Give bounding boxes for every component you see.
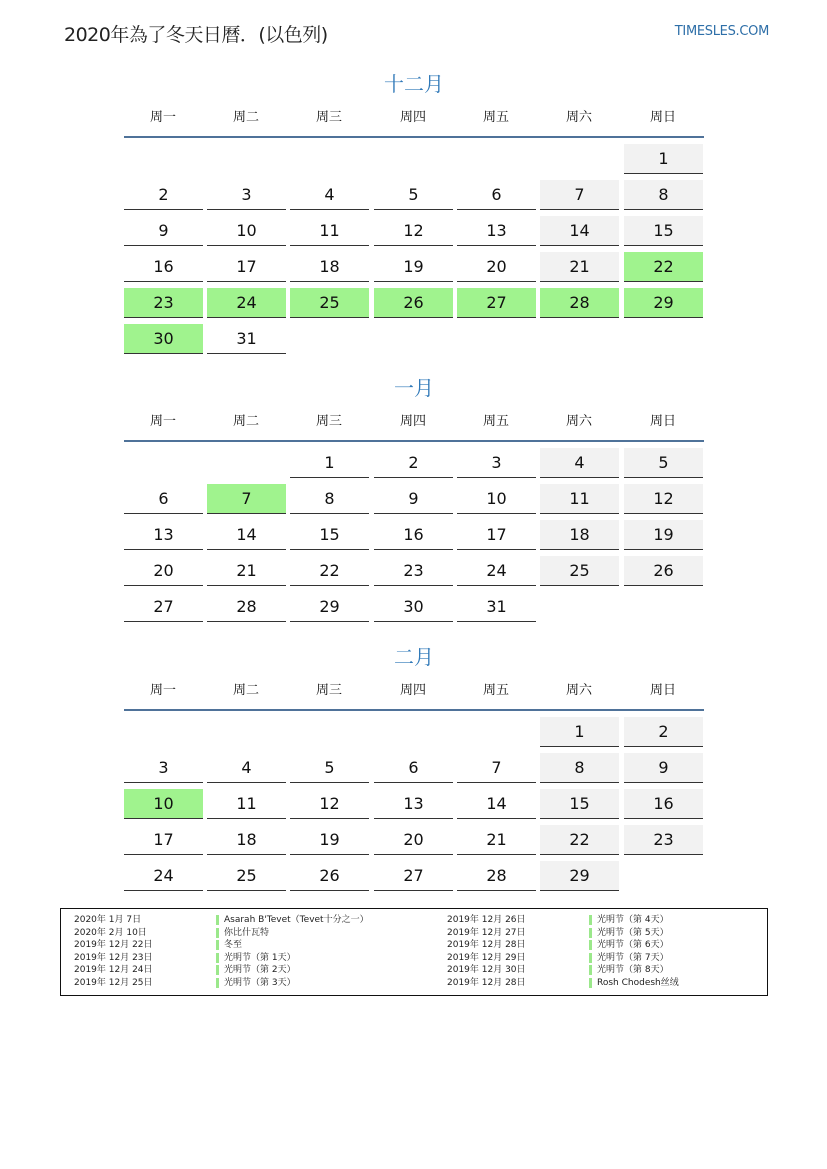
legend-color-marker <box>216 965 219 975</box>
day-cell[interactable]: 9 <box>124 216 203 246</box>
legend-color-marker <box>589 915 592 925</box>
legend-item <box>74 927 414 939</box>
day-cell[interactable]: 18 <box>290 252 369 282</box>
weekday-label: 周六 <box>565 414 592 429</box>
weekday-label: 周日 <box>649 110 676 125</box>
day-cell[interactable]: 27 <box>124 592 203 622</box>
day-cell[interactable]: 25 <box>207 861 286 891</box>
day-cell[interactable]: 8 <box>624 180 703 210</box>
day-cell[interactable]: 22 <box>540 825 619 855</box>
page-header <box>0 0 827 60</box>
day-cell[interactable]: 7 <box>540 180 619 210</box>
day-cell[interactable]: 28 <box>207 592 286 622</box>
day-cell[interactable]: 29 <box>290 592 369 622</box>
day-cell[interactable]: 13 <box>457 216 536 246</box>
legend-holiday-name: 冬至 <box>224 940 243 950</box>
legend-date: 2019年 12月 24日 <box>74 965 153 975</box>
legend-item <box>447 977 787 989</box>
day-cell[interactable]: 21 <box>207 556 286 586</box>
day-cell[interactable]: 9 <box>624 753 703 783</box>
legend-item <box>447 927 787 939</box>
day-cell[interactable]: 15 <box>540 789 619 819</box>
legend-holiday-name: Rosh Chodesh丝绒 <box>597 977 679 988</box>
weekday-label: 周三 <box>315 683 342 698</box>
legend-date: 2019年 12月 29日 <box>447 952 526 963</box>
day-cell[interactable]: 2 <box>124 180 203 210</box>
holiday-day-cell[interactable]: 22 <box>624 252 703 282</box>
day-cell[interactable]: 21 <box>540 252 619 282</box>
weekday-label: 周六 <box>565 683 592 698</box>
day-cell[interactable]: 1 <box>290 448 369 478</box>
legend-date: 2020年 2月 10日 <box>74 927 147 938</box>
legend-color-marker <box>589 940 592 950</box>
day-cell[interactable]: 12 <box>624 484 703 514</box>
month-december <box>124 70 704 360</box>
day-cell[interactable]: 6 <box>457 180 536 210</box>
weekday-label: 周四 <box>399 414 426 429</box>
legend-color-marker <box>216 940 219 950</box>
holiday-day-cell[interactable]: 29 <box>624 288 703 318</box>
day-cell[interactable]: 5 <box>374 180 453 210</box>
weekday-label: 周四 <box>399 110 426 125</box>
legend-holiday-name: 光明节（第 2天） <box>224 965 296 975</box>
legend-item <box>74 939 414 951</box>
legend-date: 2019年 12月 26日 <box>447 915 526 925</box>
day-cell[interactable]: 10 <box>457 484 536 514</box>
day-cell[interactable]: 14 <box>207 520 286 550</box>
legend-item <box>447 952 787 964</box>
day-cell[interactable]: 11 <box>290 216 369 246</box>
day-cell[interactable]: 4 <box>540 448 619 478</box>
day-cell[interactable]: 11 <box>540 484 619 514</box>
day-cell[interactable]: 29 <box>540 861 619 891</box>
day-cell[interactable]: 17 <box>207 252 286 282</box>
day-cell[interactable]: 2 <box>624 717 703 747</box>
legend-item <box>447 914 787 926</box>
day-cell[interactable]: 16 <box>374 520 453 550</box>
legend-holiday-name: 你比什瓦特 <box>224 927 270 938</box>
day-cell[interactable]: 10 <box>207 216 286 246</box>
weekday-label: 周二 <box>232 414 259 429</box>
legend-holiday-name: 光明节（第 7天） <box>597 952 669 963</box>
month-title: 一月 <box>394 376 434 400</box>
day-cell[interactable]: 16 <box>624 789 703 819</box>
day-cell[interactable]: 20 <box>374 825 453 855</box>
day-cell[interactable]: 3 <box>457 448 536 478</box>
legend-holiday-name: 光明节（第 8天） <box>597 965 669 975</box>
day-cell[interactable]: 18 <box>207 825 286 855</box>
day-cell[interactable]: 24 <box>457 556 536 586</box>
day-cell[interactable]: 8 <box>290 484 369 514</box>
holiday-day-cell[interactable]: 27 <box>457 288 536 318</box>
month-divider <box>124 440 704 442</box>
legend-color-marker <box>589 953 592 963</box>
month-title: 二月 <box>394 645 434 669</box>
day-cell[interactable]: 3 <box>207 180 286 210</box>
day-cell[interactable]: 4 <box>207 753 286 783</box>
legend-date: 2019年 12月 23日 <box>74 952 153 963</box>
legend-date: 2019年 12月 28日 <box>447 940 526 950</box>
day-cell[interactable]: 26 <box>624 556 703 586</box>
holiday-day-cell[interactable]: 24 <box>207 288 286 318</box>
weekday-label: 周一 <box>149 110 176 125</box>
site-logo[interactable]: TIMESLES.COM <box>674 24 769 39</box>
holiday-day-cell[interactable]: 28 <box>540 288 619 318</box>
day-cell[interactable]: 19 <box>624 520 703 550</box>
holiday-day-cell[interactable]: 30 <box>124 324 203 354</box>
legend-holiday-name: 光明节（第 3天） <box>224 977 296 988</box>
weekday-label: 周三 <box>315 110 342 125</box>
holiday-legend <box>60 908 768 996</box>
day-cell[interactable]: 9 <box>374 484 453 514</box>
month-february <box>124 643 704 903</box>
day-cell[interactable]: 17 <box>457 520 536 550</box>
legend-color-marker <box>216 928 219 938</box>
day-cell[interactable]: 23 <box>374 556 453 586</box>
legend-holiday-name: 光明节（第 4天） <box>597 915 669 925</box>
day-cell[interactable]: 17 <box>124 825 203 855</box>
legend-item <box>447 964 787 976</box>
day-cell[interactable]: 21 <box>457 825 536 855</box>
weekday-label: 周三 <box>315 414 342 429</box>
day-cell[interactable]: 31 <box>457 592 536 622</box>
day-cell[interactable]: 14 <box>540 216 619 246</box>
legend-holiday-name: Asarah B'Tevet（Tevet十分之一） <box>224 915 369 925</box>
day-cell[interactable]: 6 <box>374 753 453 783</box>
legend-color-marker <box>589 928 592 938</box>
month-divider <box>124 136 704 138</box>
day-cell[interactable]: 1 <box>624 144 703 174</box>
day-cell[interactable]: 18 <box>540 520 619 550</box>
legend-color-marker <box>216 953 219 963</box>
legend-item <box>74 977 414 989</box>
day-cell[interactable]: 24 <box>124 861 203 891</box>
day-cell[interactable]: 13 <box>374 789 453 819</box>
day-cell[interactable]: 19 <box>290 825 369 855</box>
weekday-label: 周四 <box>399 683 426 698</box>
day-cell[interactable]: 6 <box>124 484 203 514</box>
day-cell[interactable]: 12 <box>374 216 453 246</box>
weekday-label: 周一 <box>149 414 176 429</box>
legend-item <box>74 914 414 926</box>
legend-holiday-name: 光明节（第 1天） <box>224 952 296 963</box>
legend-holiday-name: 光明节（第 5天） <box>597 927 669 938</box>
legend-item <box>74 964 414 976</box>
day-cell[interactable]: 28 <box>457 861 536 891</box>
day-cell[interactable]: 4 <box>290 180 369 210</box>
weekday-header-row <box>124 681 704 701</box>
weekday-label: 周五 <box>482 414 509 429</box>
legend-date: 2019年 12月 30日 <box>447 965 526 975</box>
legend-date: 2019年 12月 22日 <box>74 940 153 950</box>
weekday-label: 周一 <box>149 683 176 698</box>
day-cell[interactable]: 20 <box>124 556 203 586</box>
day-cell[interactable]: 16 <box>124 252 203 282</box>
holiday-day-cell[interactable]: 7 <box>207 484 286 514</box>
weekday-label: 周日 <box>649 414 676 429</box>
legend-date: 2019年 12月 28日 <box>447 977 526 988</box>
holiday-day-cell[interactable]: 23 <box>124 288 203 318</box>
legend-date: 2019年 12月 25日 <box>74 977 153 988</box>
day-cell[interactable]: 3 <box>124 753 203 783</box>
day-cell[interactable]: 14 <box>457 789 536 819</box>
day-cell[interactable]: 22 <box>290 556 369 586</box>
day-cell[interactable]: 12 <box>290 789 369 819</box>
day-cell[interactable]: 30 <box>374 592 453 622</box>
legend-color-marker <box>589 978 592 988</box>
weekday-label: 周五 <box>482 110 509 125</box>
day-cell[interactable]: 5 <box>624 448 703 478</box>
month-title: 十二月 <box>384 72 444 96</box>
day-cell[interactable]: 2 <box>374 448 453 478</box>
holiday-day-cell[interactable]: 26 <box>374 288 453 318</box>
weekday-label: 周日 <box>649 683 676 698</box>
weekday-label: 周六 <box>565 110 592 125</box>
day-cell[interactable]: 7 <box>457 753 536 783</box>
legend-item <box>447 939 787 951</box>
weekday-header-row <box>124 412 704 432</box>
day-cell[interactable]: 25 <box>540 556 619 586</box>
day-cell[interactable]: 5 <box>290 753 369 783</box>
legend-color-marker <box>589 965 592 975</box>
day-cell[interactable]: 13 <box>124 520 203 550</box>
day-cell[interactable]: 8 <box>540 753 619 783</box>
legend-holiday-name: 光明节（第 6天） <box>597 940 669 950</box>
weekday-header-row <box>124 108 704 128</box>
legend-color-marker <box>216 915 219 925</box>
day-cell[interactable]: 26 <box>290 861 369 891</box>
weekday-label: 周五 <box>482 683 509 698</box>
weekday-label: 周二 <box>232 683 259 698</box>
month-january <box>124 374 704 634</box>
weekday-label: 周二 <box>232 110 259 125</box>
month-divider <box>124 709 704 711</box>
day-cell[interactable]: 31 <box>207 324 286 354</box>
holiday-day-cell[interactable]: 10 <box>124 789 203 819</box>
day-cell[interactable]: 11 <box>207 789 286 819</box>
day-cell[interactable]: 23 <box>624 825 703 855</box>
day-cell[interactable]: 15 <box>290 520 369 550</box>
day-cell[interactable]: 19 <box>374 252 453 282</box>
legend-item <box>74 952 414 964</box>
legend-date: 2020年 1月 7日 <box>74 915 142 925</box>
day-cell[interactable]: 20 <box>457 252 536 282</box>
holiday-day-cell[interactable]: 25 <box>290 288 369 318</box>
day-cell[interactable]: 15 <box>624 216 703 246</box>
page-title: 2020年為了冬天日曆．(以色列) <box>64 24 328 46</box>
day-cell[interactable]: 27 <box>374 861 453 891</box>
legend-date: 2019年 12月 27日 <box>447 927 526 938</box>
legend-color-marker <box>216 978 219 988</box>
day-cell[interactable]: 1 <box>540 717 619 747</box>
